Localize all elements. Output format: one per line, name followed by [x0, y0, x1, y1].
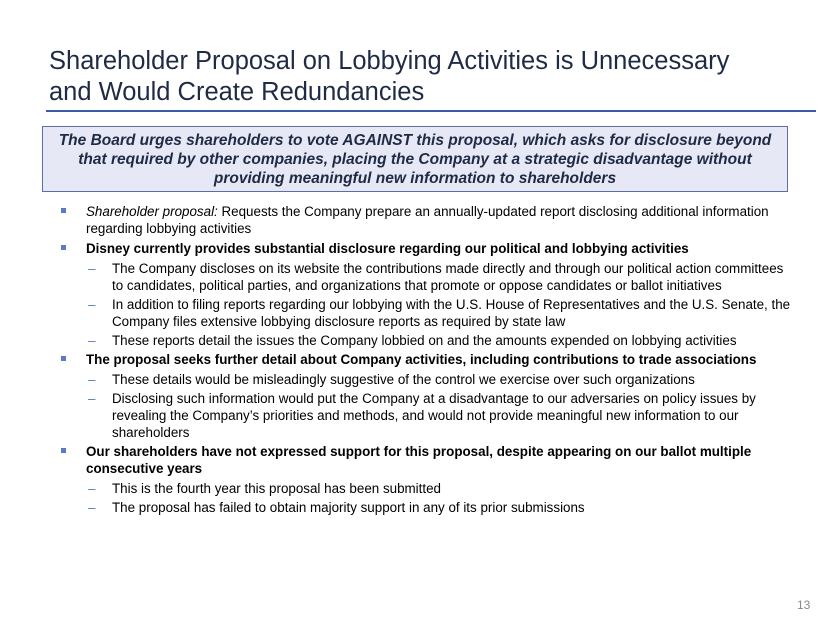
square-bullet-icon: [61, 448, 66, 453]
square-bullet-icon: [61, 245, 66, 250]
bullet-item: [56, 203, 796, 237]
sub-bullet-item: [56, 371, 796, 388]
bullet-item: [56, 240, 796, 257]
sub-bullet-text: These reports detail the issues the Company lobbied on and the amounts expended on lobbying activities: [112, 333, 737, 348]
sub-bullet-text: In addition to filing reports regarding our lobbying with the U.S. House of Representatives and the U.S. Senate, the Company files extensive lobbying disclosure reports as required by state law: [112, 297, 791, 329]
sub-bullet-item: [56, 390, 796, 441]
bullet-text: The proposal seeks further detail about Company activities, including contributions to trade associations: [86, 352, 757, 367]
page-number: 13: [797, 598, 811, 612]
title-line-1: Shareholder Proposal on Lobbying Activities is Unnecessary: [49, 47, 730, 75]
bullet-text: Requests the Company prepare an annually-updated report disclosing additional information regarding lobbying activities: [86, 204, 769, 236]
sub-bullet-text: These details would be misleadingly suggestive of the control we exercise over such organizations: [112, 372, 695, 387]
sub-bullet-item: [56, 499, 796, 516]
square-bullet-icon: [61, 208, 66, 213]
sub-bullet-text: This is the fourth year this proposal has been submitted: [112, 481, 441, 496]
sub-bullet-text: Disclosing such information would put the Company at a disadvantage to our adversaries on policy issues by revealing the Company’s priorities and methods, and would not provide meaningful new information to our shareholders: [112, 391, 756, 440]
dash-bullet-icon: –: [88, 297, 96, 312]
board-recommendation-callout: [42, 126, 788, 192]
dash-bullet-icon: –: [88, 333, 96, 348]
sub-bullet-text: The Company discloses on its website the contributions made directly and through our political action committees to candidates, political parties, and organizations that promote or oppose candidates or ballot initiatives: [112, 261, 784, 293]
sub-bullet-text: The proposal has failed to obtain majority support in any of its prior submissions: [112, 500, 585, 515]
sub-bullet-item: [56, 332, 796, 349]
dash-bullet-icon: –: [88, 481, 96, 496]
bullet-list: [56, 203, 796, 518]
bullet-item: [56, 351, 796, 368]
sub-bullet-item: [56, 296, 796, 330]
callout-text: The Board urges shareholders to vote AGAINST this proposal, which asks for disclosure beyond that required by other companies, placing the Company at a strategic disadvantage without providing meaningful new information to shareholders: [58, 131, 772, 187]
title-line-2: and Would Create Redundancies: [49, 78, 425, 106]
bullet-text: Our shareholders have not expressed support for this proposal, despite appearing on our ballot multiple consecutive years: [86, 444, 752, 476]
sub-bullet-item: [56, 480, 796, 497]
bullet-item: [56, 443, 796, 477]
slide-title: [49, 46, 809, 108]
bullet-text: Disney currently provides substantial disclosure regarding our political and lobbying activities: [86, 241, 689, 256]
sub-bullet-item: [56, 260, 796, 294]
dash-bullet-icon: –: [88, 391, 96, 406]
title-divider: [46, 110, 816, 112]
square-bullet-icon: [61, 356, 66, 361]
dash-bullet-icon: –: [88, 500, 96, 515]
dash-bullet-icon: –: [88, 372, 96, 387]
bullet-lead: Shareholder proposal:: [86, 204, 218, 219]
dash-bullet-icon: –: [88, 261, 96, 276]
